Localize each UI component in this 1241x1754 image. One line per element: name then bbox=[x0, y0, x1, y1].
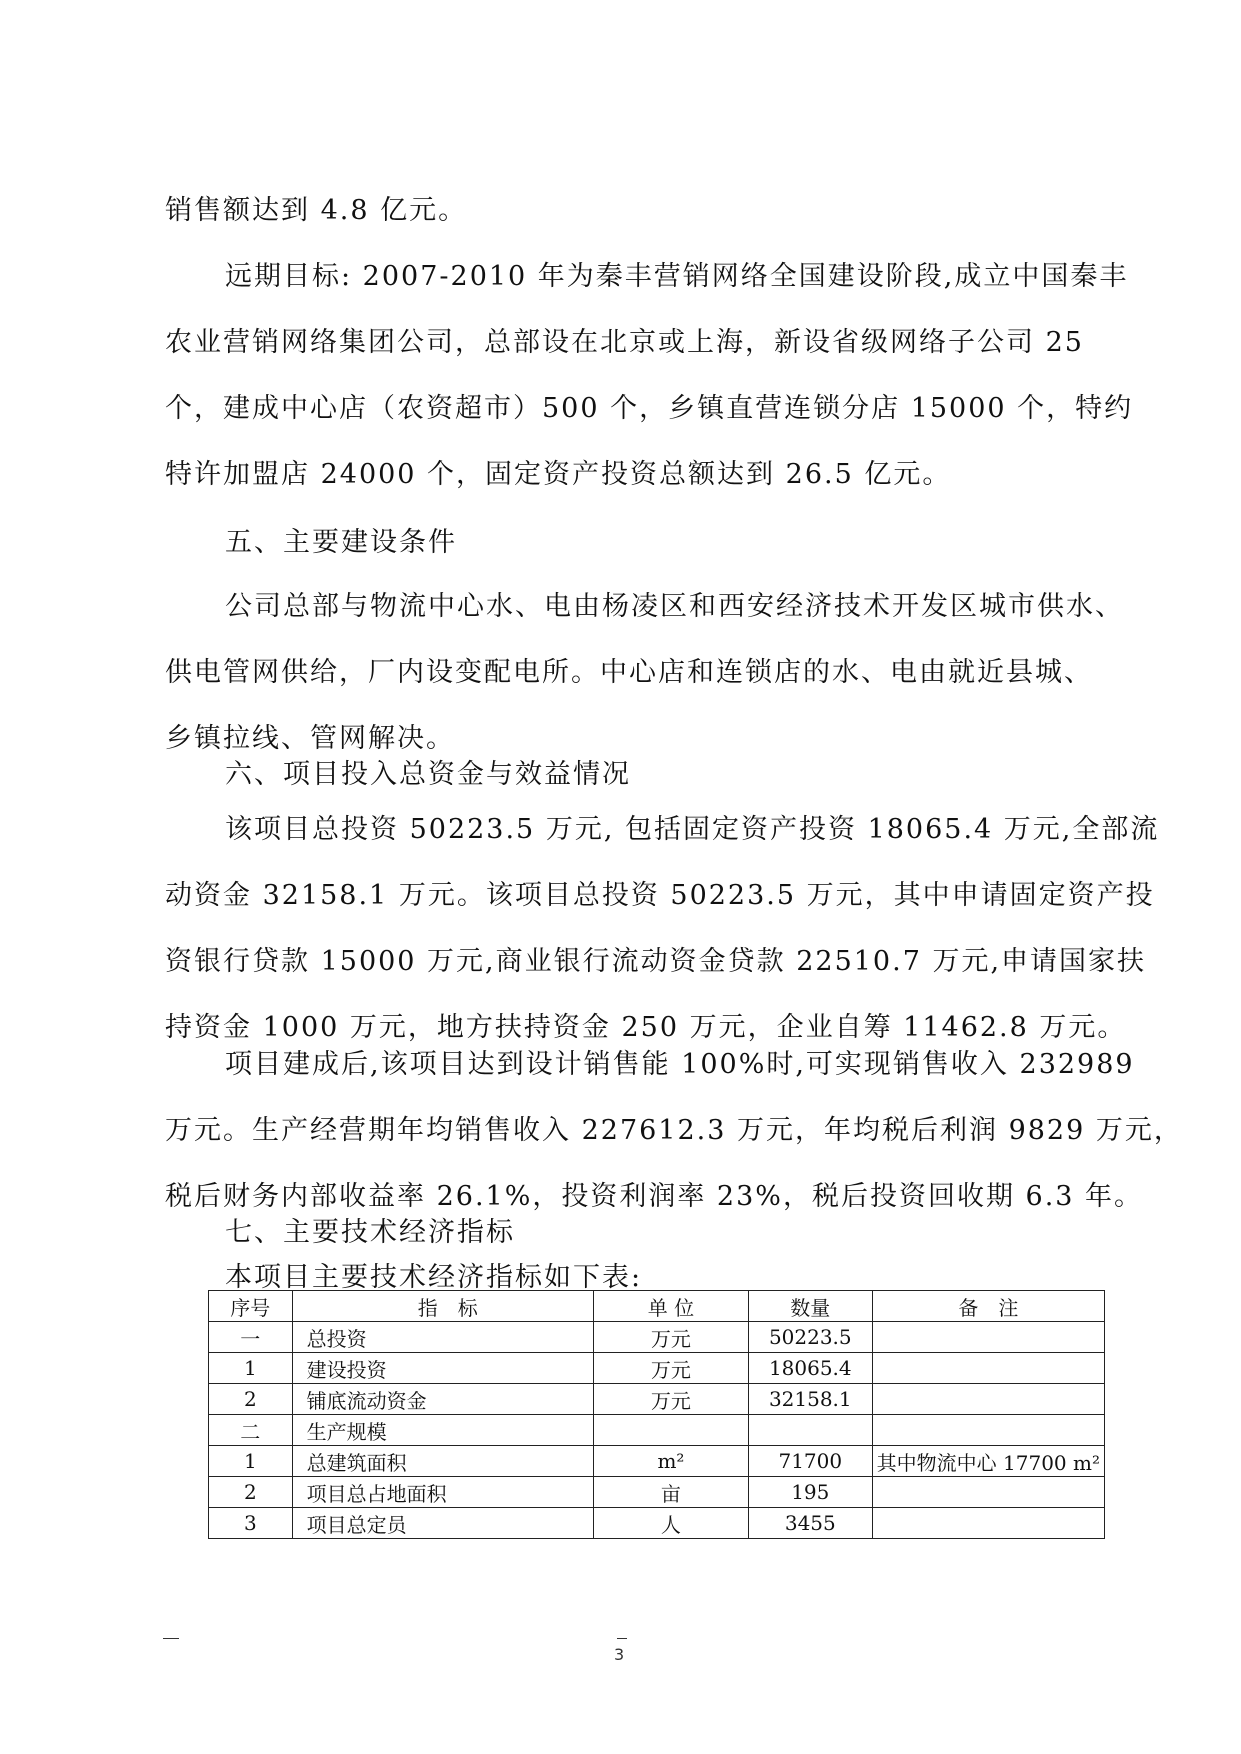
cell-seq: 一 bbox=[209, 1322, 293, 1353]
header-quantity: 数量 bbox=[748, 1291, 872, 1322]
header-note: 备 注 bbox=[872, 1291, 1104, 1322]
text-line: 农业营销网络集团公司，总部设在北京或上海，新设省级网络子公司 25 bbox=[165, 327, 1084, 358]
section-heading-5: 五、主要建设条件 bbox=[225, 527, 457, 558]
text-line: 税后财务内部收益率 26.1%，投资利润率 23%，税后投资回收期 6.3 年。 bbox=[165, 1181, 1144, 1212]
table-row bbox=[209, 1353, 1105, 1384]
cell-indicator: 项目总定员 bbox=[292, 1508, 593, 1539]
text-line: 持资金 1000 万元，地方扶持资金 250 万元，企业自筹 11462.8 万元。 bbox=[165, 1012, 1127, 1043]
cell-note bbox=[872, 1322, 1104, 1353]
text-line: 项目建成后,该项目达到设计销售能 100%时,可实现销售收入 232989 bbox=[225, 1049, 1135, 1080]
text-line: 该项目总投资 50223.5 万元, 包括固定资产投资 18065.4 万元,全部流 bbox=[225, 814, 1160, 845]
cell-quantity: 32158.1 bbox=[748, 1384, 872, 1415]
cell-unit bbox=[593, 1415, 748, 1446]
paragraph-sales-target bbox=[165, 178, 1085, 244]
table-intro: 本项目主要技术经济指标如下表: bbox=[225, 1262, 643, 1293]
cell-note bbox=[872, 1415, 1104, 1446]
footer-divider-left bbox=[163, 1638, 179, 1639]
cell-quantity: 71700 bbox=[748, 1446, 872, 1477]
cell-seq: 2 bbox=[209, 1384, 293, 1415]
text-line: 个，建成中心店（农资超市）500 个，乡镇直营连锁分店 15000 个，特约 bbox=[165, 393, 1134, 424]
text-line: 乡镇拉线、管网解决。 bbox=[165, 723, 455, 754]
section-heading-6: 六、项目投入总资金与效益情况 bbox=[225, 759, 631, 790]
cell-note bbox=[872, 1477, 1104, 1508]
cell-indicator: 总建筑面积 bbox=[292, 1446, 593, 1477]
cell-indicator: 生产规模 bbox=[292, 1415, 593, 1446]
cell-unit: 亩 bbox=[593, 1477, 748, 1508]
section-heading-7: 七、主要技术经济指标 bbox=[225, 1217, 515, 1248]
text-line: 万元。生产经营期年均销售收入 227612.3 万元，年均税后利润 9829 万元， bbox=[165, 1115, 1183, 1146]
cell-seq: 1 bbox=[209, 1353, 293, 1384]
cell-note bbox=[872, 1384, 1104, 1415]
cell-unit: 人 bbox=[593, 1508, 748, 1539]
cell-quantity: 3455 bbox=[748, 1508, 872, 1539]
cell-seq: 二 bbox=[209, 1415, 293, 1446]
table-row bbox=[209, 1446, 1105, 1477]
paragraph-long-term-goal bbox=[165, 244, 1134, 508]
cell-unit: 万元 bbox=[593, 1322, 748, 1353]
cell-note bbox=[872, 1353, 1104, 1384]
cell-indicator: 建设投资 bbox=[292, 1353, 593, 1384]
cell-seq: 2 bbox=[209, 1477, 293, 1508]
cell-quantity: 18065.4 bbox=[748, 1353, 872, 1384]
cell-seq: 3 bbox=[209, 1508, 293, 1539]
text-line: 供电管网供给，厂内设变配电所。中心店和连锁店的水、电由就近县城、 bbox=[165, 657, 1093, 688]
cell-quantity: 50223.5 bbox=[748, 1322, 872, 1353]
text-line: 销售额达到 4.8 亿元。 bbox=[165, 195, 468, 226]
metrics-table bbox=[208, 1290, 1105, 1539]
cell-indicator: 铺底流动资金 bbox=[292, 1384, 593, 1415]
table-row bbox=[209, 1384, 1105, 1415]
cell-seq: 1 bbox=[209, 1446, 293, 1477]
cell-unit: 万元 bbox=[593, 1353, 748, 1384]
cell-quantity bbox=[748, 1415, 872, 1446]
cell-indicator: 总投资 bbox=[292, 1322, 593, 1353]
table-row bbox=[209, 1415, 1105, 1446]
cell-unit: m² bbox=[593, 1446, 748, 1477]
header-indicator: 指 标 bbox=[292, 1291, 593, 1322]
text-line: 资银行贷款 15000 万元,商业银行流动资金贷款 22510.7 万元,申请国家扶 bbox=[165, 946, 1147, 977]
page-number: 3 bbox=[614, 1645, 625, 1664]
table-row bbox=[209, 1477, 1105, 1508]
text-line: 公司总部与物流中心水、电由杨凌区和西安经济技术开发区城市供水、 bbox=[225, 591, 1124, 622]
table-row bbox=[209, 1322, 1105, 1353]
cell-indicator: 项目总占地面积 bbox=[292, 1477, 593, 1508]
cell-unit: 万元 bbox=[593, 1384, 748, 1415]
header-seq: 序号 bbox=[209, 1291, 293, 1322]
paragraph-investment bbox=[165, 797, 1160, 1061]
table-header-row bbox=[209, 1291, 1105, 1322]
footer-divider-mid bbox=[617, 1638, 627, 1639]
cell-note bbox=[872, 1508, 1104, 1539]
cell-quantity: 195 bbox=[748, 1477, 872, 1508]
text-line: 特许加盟店 24000 个，固定资产投资总额达到 26.5 亿元。 bbox=[165, 459, 952, 490]
text-line: 远期目标: 2007-2010 年为秦丰营销网络全国建设阶段,成立中国秦丰 bbox=[225, 261, 1129, 292]
text-line: 动资金 32158.1 万元。该项目总投资 50223.5 万元，其中申请固定资产投 bbox=[165, 880, 1155, 911]
table-row bbox=[209, 1508, 1105, 1539]
cell-note: 其中物流中心 17700 m² bbox=[872, 1446, 1104, 1477]
header-unit: 单 位 bbox=[593, 1291, 748, 1322]
